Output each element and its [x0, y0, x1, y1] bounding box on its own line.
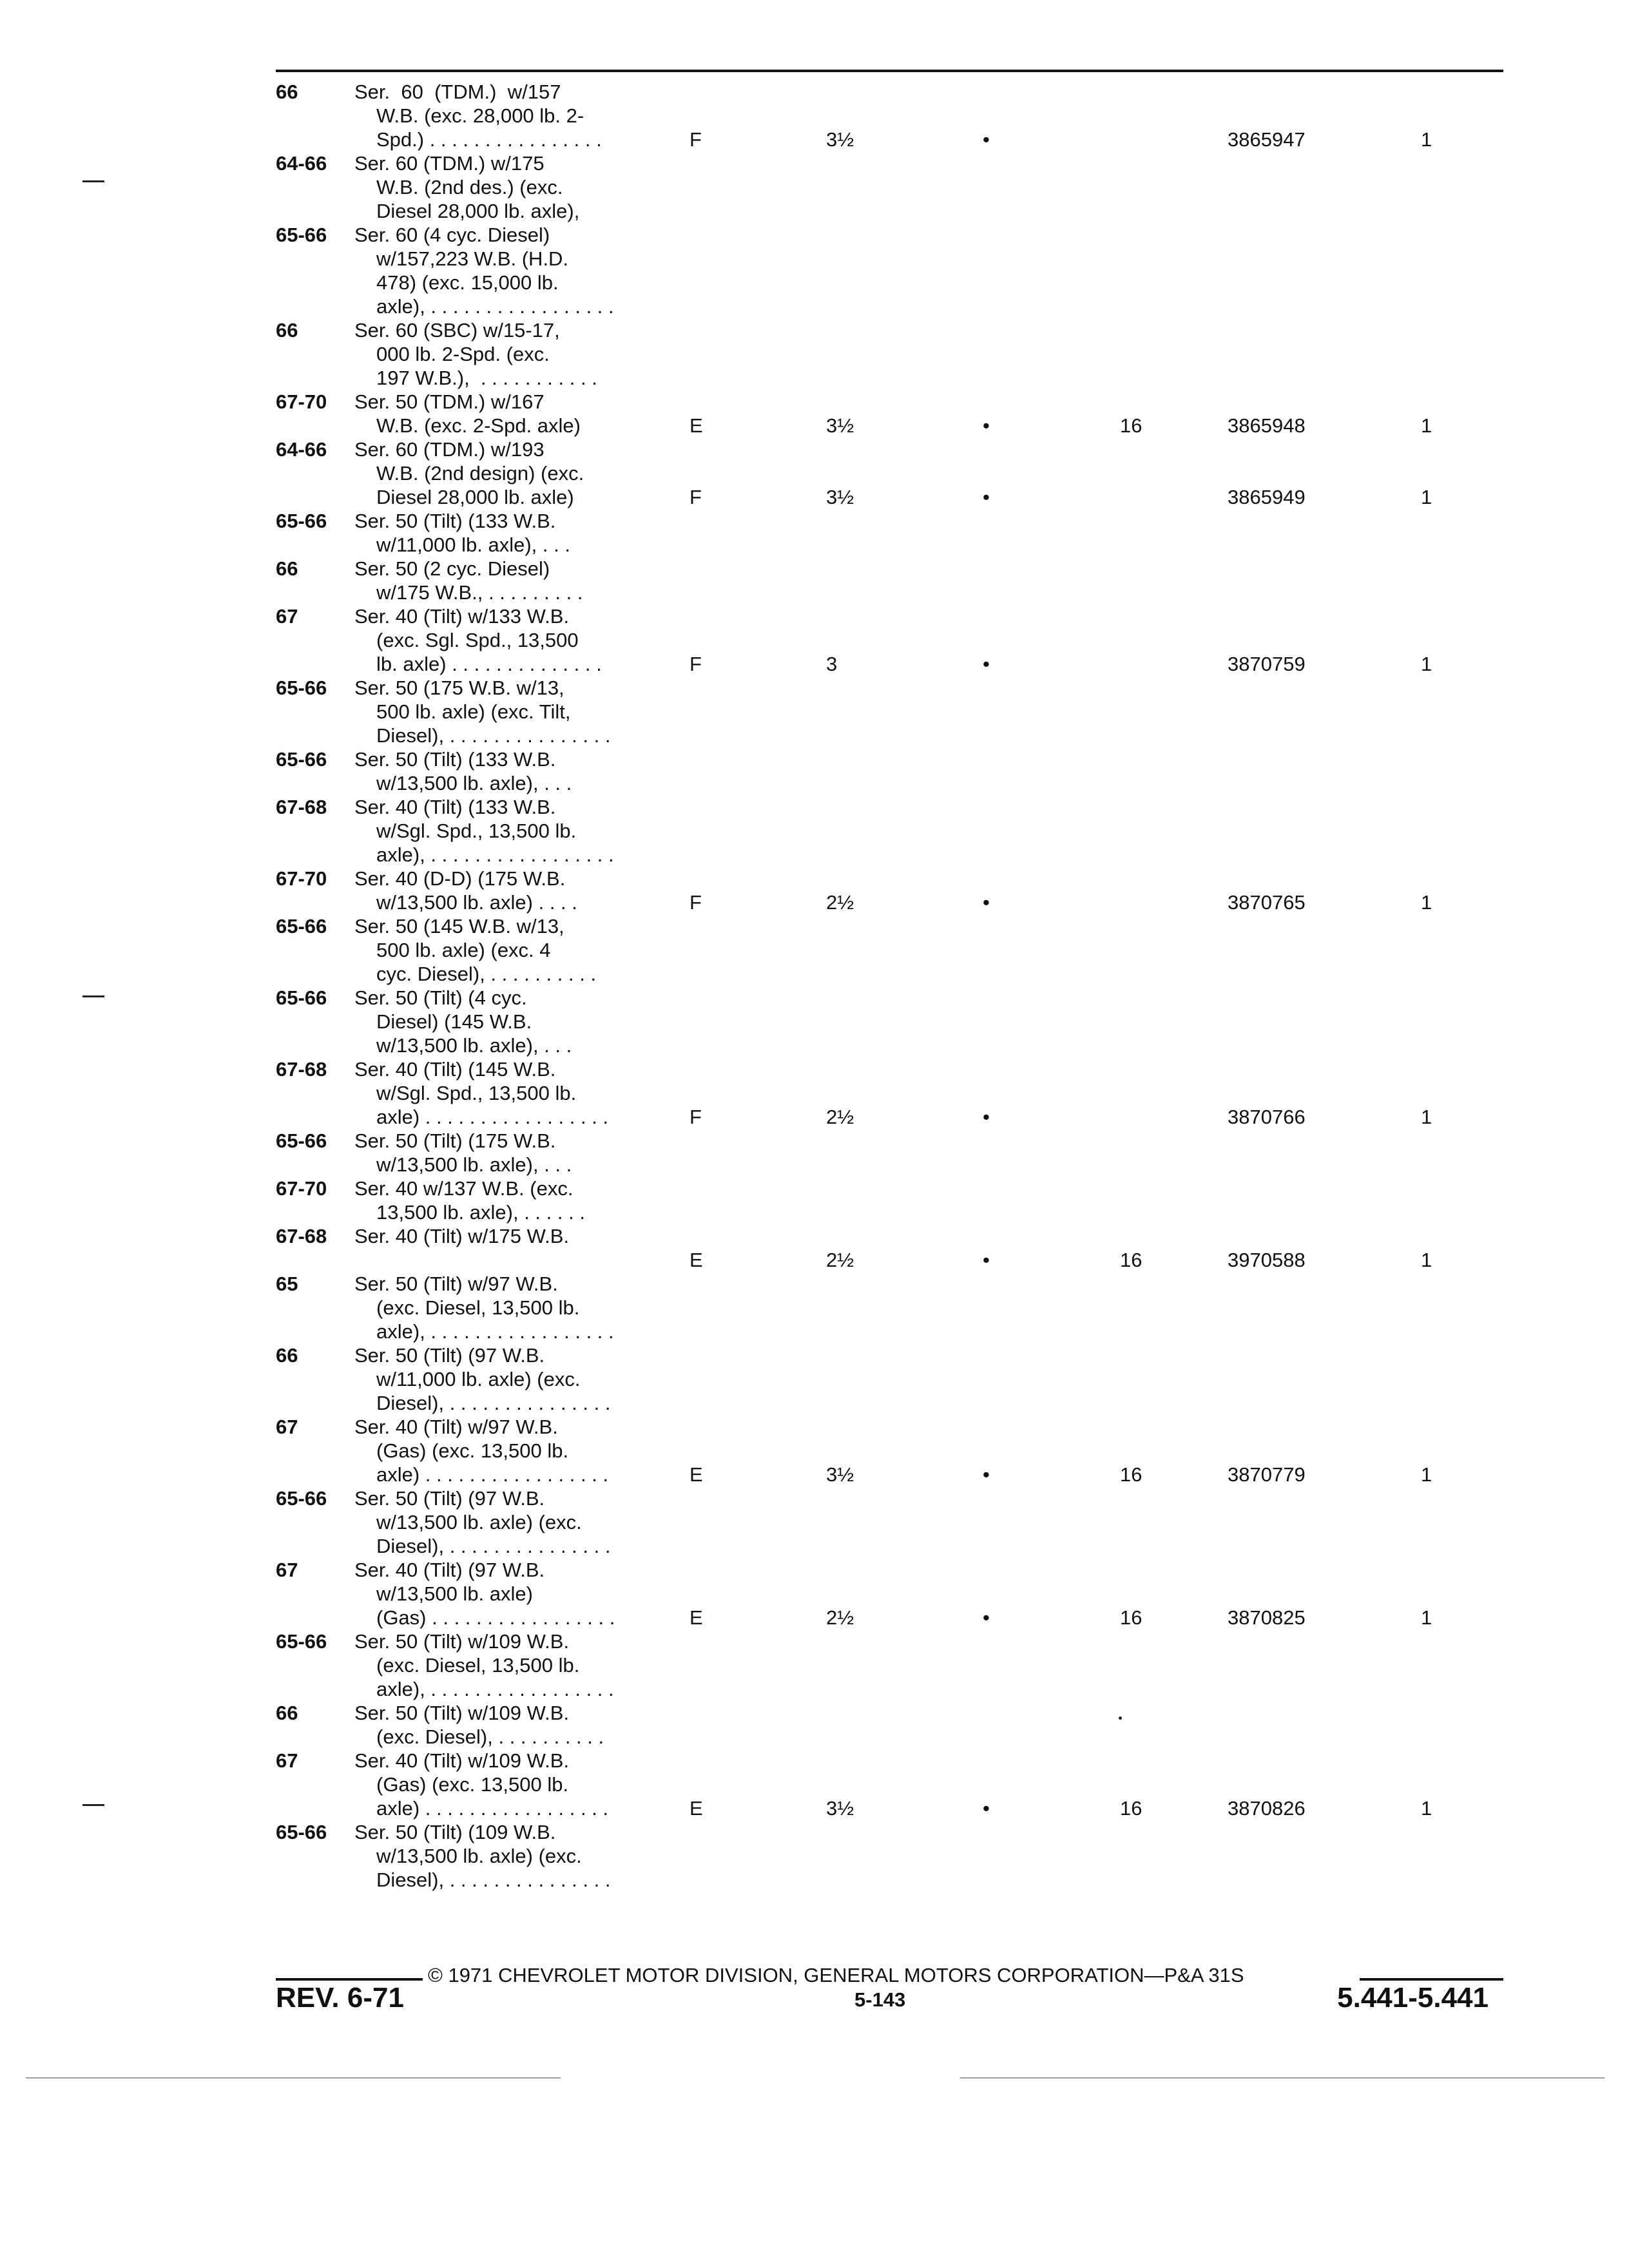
application-description: Ser. 50 (TDM.) w/167	[354, 390, 545, 413]
application-description: axle), . . . . . . . . . . . . . . . . .	[376, 1678, 614, 1700]
application-description: (Gas) (exc. 13,500 lb.	[376, 1439, 569, 1462]
required-count: 1	[1421, 128, 1432, 151]
part-number: 3865947	[1228, 128, 1306, 151]
dimension-value: 3½	[826, 128, 854, 151]
required-count: 1	[1421, 653, 1432, 675]
bullet-mark: •	[983, 1463, 990, 1486]
application-description: 13,500 lb. axle), . . . . . .	[376, 1201, 585, 1224]
dimension-value: 3½	[826, 414, 854, 437]
table-row	[0, 1224, 1629, 1248]
dimension-value: 2½	[826, 1249, 854, 1271]
application-description: 000 lb. 2-Spd. (exc.	[376, 343, 550, 365]
model-year: 67	[276, 1749, 298, 1772]
application-description: 500 lb. axle) (exc. Tilt,	[376, 700, 571, 723]
application-description: axle), . . . . . . . . . . . . . . . . .	[376, 295, 614, 318]
application-description: Ser. 60 (SBC) w/15-17,	[354, 319, 560, 341]
quantity-value: 16	[1120, 1606, 1142, 1629]
required-count: 1	[1421, 1249, 1432, 1271]
application-description: Ser. 50 (Tilt) (97 W.B.	[354, 1344, 545, 1367]
quantity-value: 16	[1120, 414, 1142, 437]
table-row	[0, 1129, 1629, 1177]
table-row	[0, 1820, 1629, 1892]
model-year: 65-66	[276, 1129, 327, 1152]
model-year: 66	[276, 1702, 298, 1724]
model-year: 66	[276, 81, 298, 103]
stray-dot	[1119, 1716, 1122, 1720]
application-description: (exc. Diesel, 13,500 lb.	[376, 1296, 580, 1319]
application-description: Ser. 50 (Tilt) w/97 W.B.	[354, 1273, 558, 1295]
application-description: Diesel) (145 W.B.	[376, 1010, 532, 1033]
part-number: 3870779	[1228, 1463, 1306, 1486]
footer-rule-left	[276, 1978, 423, 1981]
table-row	[0, 1701, 1629, 1749]
model-year: 67-70	[276, 390, 327, 413]
application-description: Ser. 40 (Tilt) w/97 W.B.	[354, 1416, 558, 1438]
table-row	[0, 151, 1629, 223]
application-description: cyc. Diesel), . . . . . . . . . .	[376, 963, 597, 985]
type-code: E	[689, 1463, 703, 1486]
part-number: 3970588	[1228, 1249, 1306, 1271]
bullet-mark: •	[983, 128, 990, 151]
table-row	[0, 557, 1629, 604]
application-description: axle) . . . . . . . . . . . . . . . . .	[376, 1106, 609, 1128]
quantity-value: 16	[1120, 1249, 1142, 1271]
part-number: 3870826	[1228, 1797, 1306, 1820]
application-description: Ser. 40 (Tilt) (145 W.B.	[354, 1058, 556, 1081]
application-description: Diesel 28,000 lb. axle),	[376, 200, 580, 222]
application-description: Ser. 50 (Tilt) w/109 W.B.	[354, 1630, 570, 1653]
section-number: 5.441-5.441	[1337, 1982, 1489, 2013]
application-description: Ser. 60 (TDM.) w/175	[354, 152, 545, 175]
application-description: Ser. 40 (Tilt) w/109 W.B.	[354, 1749, 570, 1772]
application-description: W.B. (2nd des.) (exc.	[376, 176, 563, 198]
table-row	[0, 795, 1629, 867]
bullet-mark: •	[983, 486, 990, 508]
application-description: Ser. 50 (Tilt) (97 W.B.	[354, 1487, 545, 1510]
table-row	[0, 318, 1629, 390]
application-description: Diesel 28,000 lb. axle)	[376, 486, 574, 508]
application-description: (Gas) (exc. 13,500 lb.	[376, 1773, 569, 1796]
table-row	[0, 1177, 1629, 1224]
table-row	[0, 914, 1629, 986]
required-count: 1	[1421, 1797, 1432, 1820]
bullet-mark: •	[983, 1106, 990, 1128]
application-description: Ser. 40 (Tilt) (133 W.B.	[354, 796, 556, 818]
application-description: 478) (exc. 15,000 lb.	[376, 271, 559, 294]
page-number: 5-143	[854, 1988, 906, 2011]
type-code: F	[689, 653, 702, 675]
application-description: Ser. 40 (Tilt) (97 W.B.	[354, 1559, 545, 1581]
type-code: E	[689, 414, 703, 437]
type-code: F	[689, 891, 702, 914]
bullet-mark: •	[983, 414, 990, 437]
application-description: w/Sgl. Spd., 13,500 lb.	[376, 820, 577, 842]
bullet-mark: •	[983, 891, 990, 914]
application-description: Ser. 40 (Tilt) w/175 W.B.	[354, 1225, 570, 1247]
application-description: Diesel), . . . . . . . . . . . . . . .	[376, 724, 611, 747]
model-year: 64-66	[276, 438, 327, 461]
application-description: axle) . . . . . . . . . . . . . . . . .	[376, 1797, 609, 1820]
application-description: w/13,500 lb. axle), . . .	[376, 1153, 572, 1176]
application-description: Ser. 50 (175 W.B. w/13,	[354, 677, 564, 699]
dimension-value: 3½	[826, 486, 854, 508]
dimension-value: 2½	[826, 891, 854, 914]
table-row	[0, 986, 1629, 1057]
application-description: Ser. 40 w/137 W.B. (exc.	[354, 1177, 574, 1200]
model-year: 65	[276, 1273, 298, 1295]
table-row	[0, 1749, 1629, 1820]
application-description: Ser. 50 (Tilt) (175 W.B.	[354, 1129, 556, 1152]
model-year: 65-66	[276, 1821, 327, 1843]
part-number: 3865949	[1228, 486, 1306, 508]
model-year: 67-68	[276, 1225, 327, 1247]
table-row	[0, 437, 1629, 509]
part-number: 3870766	[1228, 1106, 1306, 1128]
dimension-value: 2½	[826, 1606, 854, 1629]
table-row	[0, 604, 1629, 676]
footer-rule-right	[1360, 1978, 1503, 1981]
type-code: F	[689, 486, 702, 508]
table-row	[0, 867, 1629, 914]
application-description: W.B. (exc. 28,000 lb. 2-	[376, 104, 584, 127]
application-description: w/13,500 lb. axle) (exc.	[376, 1845, 582, 1867]
application-description: Ser. 50 (Tilt) (133 W.B.	[354, 748, 556, 771]
application-description: W.B. (2nd design) (exc.	[376, 462, 584, 485]
application-description: Ser. 50 (Tilt) (4 cyc.	[354, 986, 527, 1009]
application-description: (exc. Diesel), . . . . . . . . . .	[376, 1725, 604, 1748]
application-description: w/11,000 lb. axle), . . .	[376, 533, 570, 556]
required-count: 1	[1421, 1463, 1432, 1486]
model-year: 67	[276, 1416, 298, 1438]
application-description: Spd.) . . . . . . . . . . . . . . . .	[376, 128, 602, 151]
table-row	[0, 1343, 1629, 1415]
model-year: 65-66	[276, 1487, 327, 1510]
bullet-mark: •	[983, 1249, 990, 1271]
application-description: w/13,500 lb. axle), . . .	[376, 1034, 572, 1057]
dimension-value: 3½	[826, 1463, 854, 1486]
revision-label: REV. 6-71	[276, 1982, 404, 2013]
application-description: Ser. 60 (TDM.) w/193	[354, 438, 545, 461]
application-description: 500 lb. axle) (exc. 4	[376, 939, 551, 961]
application-description: (exc. Diesel, 13,500 lb.	[376, 1654, 580, 1677]
table-row	[0, 1629, 1629, 1701]
application-description: Diesel), . . . . . . . . . . . . . . .	[376, 1392, 611, 1414]
required-count: 1	[1421, 1606, 1432, 1629]
model-year: 66	[276, 1344, 298, 1367]
model-year: 65-66	[276, 748, 327, 771]
application-description: w/Sgl. Spd., 13,500 lb.	[376, 1082, 577, 1104]
application-description: (Gas) . . . . . . . . . . . . . . . . .	[376, 1606, 615, 1629]
required-count: 1	[1421, 486, 1432, 508]
application-description: lb. axle) . . . . . . . . . . . . . .	[376, 653, 602, 675]
application-description: Ser. 40 (Tilt) w/133 W.B.	[354, 605, 570, 628]
application-description: W.B. (exc. 2-Spd. axle)	[376, 414, 581, 437]
type-code: F	[689, 1106, 702, 1128]
application-description: Ser. 50 (Tilt) (133 W.B.	[354, 510, 556, 532]
table-row	[0, 1558, 1629, 1629]
part-number: 3870765	[1228, 891, 1306, 914]
quantity-value: 16	[1120, 1463, 1142, 1486]
required-count: 1	[1421, 891, 1432, 914]
type-code: E	[689, 1797, 703, 1820]
table-row	[0, 1415, 1629, 1486]
bullet-mark: •	[983, 1606, 990, 1629]
application-description: Ser. 60 (4 cyc. Diesel)	[354, 224, 550, 246]
application-description: w/11,000 lb. axle) (exc.	[376, 1368, 581, 1390]
table-row	[0, 1248, 1629, 1272]
model-year: 65-66	[276, 510, 327, 532]
model-year: 65-66	[276, 1630, 327, 1653]
dimension-value: 2½	[826, 1106, 854, 1128]
part-number: 3870825	[1228, 1606, 1306, 1629]
application-description: Ser. 40 (D-D) (175 W.B.	[354, 867, 566, 890]
dimension-value: 3	[826, 653, 838, 675]
application-description: Ser. 50 (Tilt) w/109 W.B.	[354, 1702, 570, 1724]
application-description: w/175 W.B., . . . . . . . . .	[376, 581, 583, 604]
model-year: 64-66	[276, 152, 327, 175]
type-code: F	[689, 128, 702, 151]
model-year: 67-68	[276, 796, 327, 818]
model-year: 67-70	[276, 867, 327, 890]
application-description: Diesel), . . . . . . . . . . . . . . .	[376, 1869, 611, 1891]
model-year: 67	[276, 605, 298, 628]
model-year: 65-66	[276, 677, 327, 699]
application-description: Ser. 50 (2 cyc. Diesel)	[354, 557, 550, 580]
application-description: axle), . . . . . . . . . . . . . . . . .	[376, 843, 614, 866]
model-year: 67-70	[276, 1177, 327, 1200]
table-row	[0, 1057, 1629, 1129]
scan-line-left	[26, 2077, 561, 2079]
application-description: Ser. 50 (145 W.B. w/13,	[354, 915, 564, 937]
model-year: 65-66	[276, 224, 327, 246]
model-year: 65-66	[276, 986, 327, 1009]
dimension-value: 3½	[826, 1797, 854, 1820]
type-code: E	[689, 1606, 703, 1629]
model-year: 67	[276, 1559, 298, 1581]
table-row	[0, 390, 1629, 437]
quantity-value: 16	[1120, 1797, 1142, 1820]
table-row	[0, 1272, 1629, 1343]
bullet-mark: •	[983, 1797, 990, 1820]
application-description: w/13,500 lb. axle)	[376, 1582, 533, 1605]
application-description: Ser. 60 (TDM.) w/157	[354, 81, 561, 103]
bullet-mark: •	[983, 653, 990, 675]
scan-line-right	[960, 2077, 1605, 2079]
table-row	[0, 676, 1629, 747]
application-description: w/13,500 lb. axle) . . . .	[376, 891, 577, 914]
model-year: 66	[276, 319, 298, 341]
table-row	[0, 747, 1629, 795]
application-description: w/13,500 lb. axle), . . .	[376, 772, 572, 794]
part-number: 3870759	[1228, 653, 1306, 675]
application-description: Diesel), . . . . . . . . . . . . . . .	[376, 1535, 611, 1557]
copyright-line: © 1971 CHEVROLET MOTOR DIVISION, GENERAL MOTORS CORPORATION—P&A 31S	[428, 1964, 1244, 1986]
application-description: (exc. Sgl. Spd., 13,500	[376, 629, 579, 651]
model-year: 66	[276, 557, 298, 580]
model-year: 65-66	[276, 915, 327, 937]
application-description: Ser. 50 (Tilt) (109 W.B.	[354, 1821, 556, 1843]
table-row	[0, 509, 1629, 557]
application-description: 197 W.B.), . . . . . . . . . . .	[376, 367, 597, 389]
application-description: axle), . . . . . . . . . . . . . . . . .	[376, 1320, 614, 1343]
table-row	[0, 1486, 1629, 1558]
type-code: E	[689, 1249, 703, 1271]
required-count: 1	[1421, 1106, 1432, 1128]
application-description: w/157,223 W.B. (H.D.	[376, 247, 569, 270]
model-year: 67-68	[276, 1058, 327, 1081]
table-row	[0, 223, 1629, 318]
top-rule	[276, 70, 1503, 72]
table-row	[0, 80, 1629, 151]
part-number: 3865948	[1228, 414, 1306, 437]
required-count: 1	[1421, 414, 1432, 437]
application-description: w/13,500 lb. axle) (exc.	[376, 1511, 582, 1533]
application-description: axle) . . . . . . . . . . . . . . . . .	[376, 1463, 609, 1486]
